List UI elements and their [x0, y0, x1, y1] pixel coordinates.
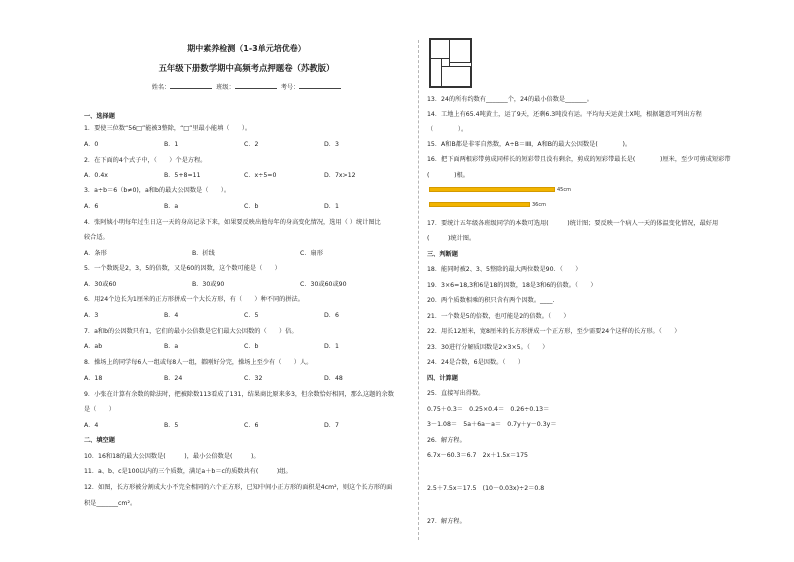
question-2: 2．在下面的4个式子中，（ ）个是方程。 — [84, 157, 207, 164]
section-2-heading: 二、填空题 — [84, 437, 115, 444]
question-10: 10．16和18的最大公因数是( )，最小公倍数是( )。 — [84, 453, 260, 460]
option: D．1 — [324, 343, 339, 350]
option: C．x÷5=0 — [244, 172, 277, 179]
six-squares-rectangle-figure — [429, 38, 472, 88]
ribbon-45cm-label: 45cm — [557, 187, 571, 193]
class-label: 班级： — [216, 84, 235, 91]
question-17-line-1: 17．要统计五年级各班级同学的本数可选用( )统计图；要反映一个病人一天的体温变化情况，最好用 — [427, 220, 719, 227]
option: D．3 — [324, 141, 339, 148]
option: B．24 — [164, 375, 183, 382]
option: C．b — [244, 343, 259, 350]
section-3-heading: 三、判断题 — [427, 251, 458, 258]
question-11: 11．a、b、c是100以内的三个质数，满足a＋b＝c的质数共有( )组。 — [84, 468, 292, 475]
option: B．30或90 — [192, 281, 225, 288]
question-12-line-1: 12．如图，长方形被分割成大小不完全相同的六个正方形，已知中间小正方形的面积是4cm²，则这个长方形的面 — [84, 484, 393, 491]
question-23: 23．30进行分解质因数是2×3×5。（ ） — [427, 344, 549, 351]
question-4-options — [84, 250, 380, 258]
question-22: 22．用长12厘米，宽8厘米的长方形拼成一个正方形，至少需要24个这样的长方形。（ ） — [427, 328, 681, 335]
question-17-line-2: ( )统计图。 — [427, 235, 476, 242]
option: D．7x>12 — [324, 172, 356, 179]
question-21: 21．一个数是5的倍数，也可能是2的倍数。（ ） — [427, 313, 570, 320]
option: B．5 — [164, 422, 179, 429]
exam-subtitle: 五年级下册数学期中高频考点押题卷（苏教版） — [158, 63, 335, 73]
option: D．1 — [324, 203, 339, 210]
ribbon-45cm — [429, 187, 555, 192]
column-divider — [418, 40, 419, 540]
option: B．a — [164, 343, 179, 350]
option: C．32 — [244, 375, 263, 382]
option: B．4 — [164, 312, 179, 319]
question-14-line-1: 14．工地上有65.4吨黄土，运了9天，还剩6.3吨没有运。平均每天运黄土X吨，根据题意可列出方程 — [427, 111, 702, 118]
question-16-line-1: 16．把下面两根彩带剪成同样长的短彩带且没有剩余，剪成的短彩带最长是( )厘米，至少可剪成短彩带 — [427, 156, 731, 163]
option: C．30或60或90 — [300, 281, 347, 288]
question-7-options — [84, 343, 404, 351]
exam-no-blank — [299, 82, 341, 89]
section-4-heading: 四、计算题 — [427, 375, 458, 382]
section-1-heading: 一、选择题 — [84, 113, 115, 120]
exam-title: 期中素养检测（1-3单元培优卷） — [187, 44, 306, 53]
ribbon-36cm-label: 36cm — [532, 202, 546, 208]
option: A．3 — [84, 312, 99, 319]
exam-no-label: 考号： — [280, 84, 300, 91]
name-blank — [170, 82, 212, 89]
class-blank — [235, 82, 277, 89]
question-4-line-1: 4．张阿姨小明每年过生日这一天的身高记录下来，如果要反映出他每年的身高变化情况，选用（ ）统计图比 — [84, 219, 381, 226]
question-24: 24．24是合数，6是因数。（ ） — [427, 359, 525, 366]
option: A．0 — [84, 141, 99, 148]
question-3-options — [84, 203, 404, 211]
option: B．a — [164, 203, 179, 210]
question-12-line-2: 积是_______cm²。 — [84, 500, 137, 507]
question-1-options — [84, 141, 404, 149]
option: A．条形 — [84, 250, 107, 257]
question-8: 8．操场上的同学每6人一组或每8人一组，都刚好分完，操场上至少有（ ）人。 — [84, 359, 313, 366]
option: A．ab — [84, 343, 103, 350]
question-25: 25．直接写出得数。 — [427, 390, 485, 397]
option: A．18 — [84, 375, 103, 382]
question-1: 1．要使三位数“56□”能被3整除，“□”里最小能填（ ）。 — [84, 125, 252, 132]
question-9-line-2: 是（ ） — [84, 406, 115, 413]
question-20: 20．两个质数相乘的积只含有两个因数。____. — [427, 297, 555, 304]
option: A．4 — [84, 422, 99, 429]
question-7: 7．a和b的公因数只有1，它们的最小公倍数是它们最大公因数的（ ）倍。 — [84, 328, 298, 335]
option: B．折线 — [192, 250, 215, 257]
option: D．7 — [324, 422, 339, 429]
option: C．5 — [244, 312, 259, 319]
option: C．6 — [244, 422, 259, 429]
equation-row-2: 2.5＋7.5x＝17.5 (10－0.03x)÷2＝0.8 — [427, 485, 545, 492]
question-9-line-1: 9．小张在计算有余数的除法时，把被除数113看成了131，结果商比原来多3，但余数恰好相同，那么这题的余数 — [84, 391, 394, 398]
question-5: 5．一个数既是2，3，5的倍数，又是60的因数，这个数可能是（ ） — [84, 265, 281, 272]
question-3: 3．a÷b＝6（b≠0)，a和b的最大公因数是（ ）。 — [84, 187, 231, 194]
question-6-options — [84, 312, 404, 320]
question-6: 6．用24个边长为1厘米的正方形拼成一个大长方形，有（ ）种不同的拼法。 — [84, 296, 304, 303]
question-26: 26．解方程。 — [427, 437, 466, 444]
question-14-line-2: （ ）。 — [427, 126, 468, 133]
question-4-line-2: 较合适。 — [84, 234, 109, 241]
question-2-options — [84, 172, 404, 180]
option: C．b — [244, 203, 259, 210]
name-label: 姓名： — [151, 84, 171, 91]
option: A．0.4x — [84, 172, 108, 179]
calculation-row-2: 3－1.08＝ 5a＋6a－a＝ 0.7y＋y－0.3y＝ — [427, 421, 557, 428]
option: B．1 — [164, 141, 179, 148]
option: B．5+8=11 — [164, 172, 201, 179]
option: D．6 — [324, 312, 339, 319]
student-info-line — [84, 82, 409, 92]
question-27: 27．解方程。 — [427, 518, 466, 525]
option: C．2 — [244, 141, 259, 148]
question-18: 18．能同时被2、3、5整除的最大两位数是90．（ ） — [427, 266, 582, 273]
question-5-options — [84, 281, 380, 289]
option: A．30或60 — [84, 281, 117, 288]
question-19: 19．3×6=18,3和6是18的因数，18是3和6的倍数。（ ） — [427, 282, 597, 289]
ribbon-36cm — [429, 202, 530, 207]
option: D．48 — [324, 375, 343, 382]
option: C．扇形 — [300, 250, 323, 257]
option: A．6 — [84, 203, 99, 210]
question-13: 13．24的所有约数有_______个，24的最小倍数是_______。 — [427, 96, 593, 103]
question-9-options — [84, 422, 404, 430]
question-15: 15．A和B都是非零自然数，A÷B＝ⅡⅡ，A和B的最大公因数是( )。 — [427, 141, 632, 148]
equation-row-1: 6.7x－60.3＝6.7 2x＋1.5x＝175 — [427, 452, 528, 459]
question-16-line-2: ( )根。 — [427, 172, 469, 179]
calculation-row-1: 0.75＋0.3＝ 0.25×0.4＝ 0.26÷0.13＝ — [427, 406, 550, 413]
question-8-options — [84, 375, 404, 383]
